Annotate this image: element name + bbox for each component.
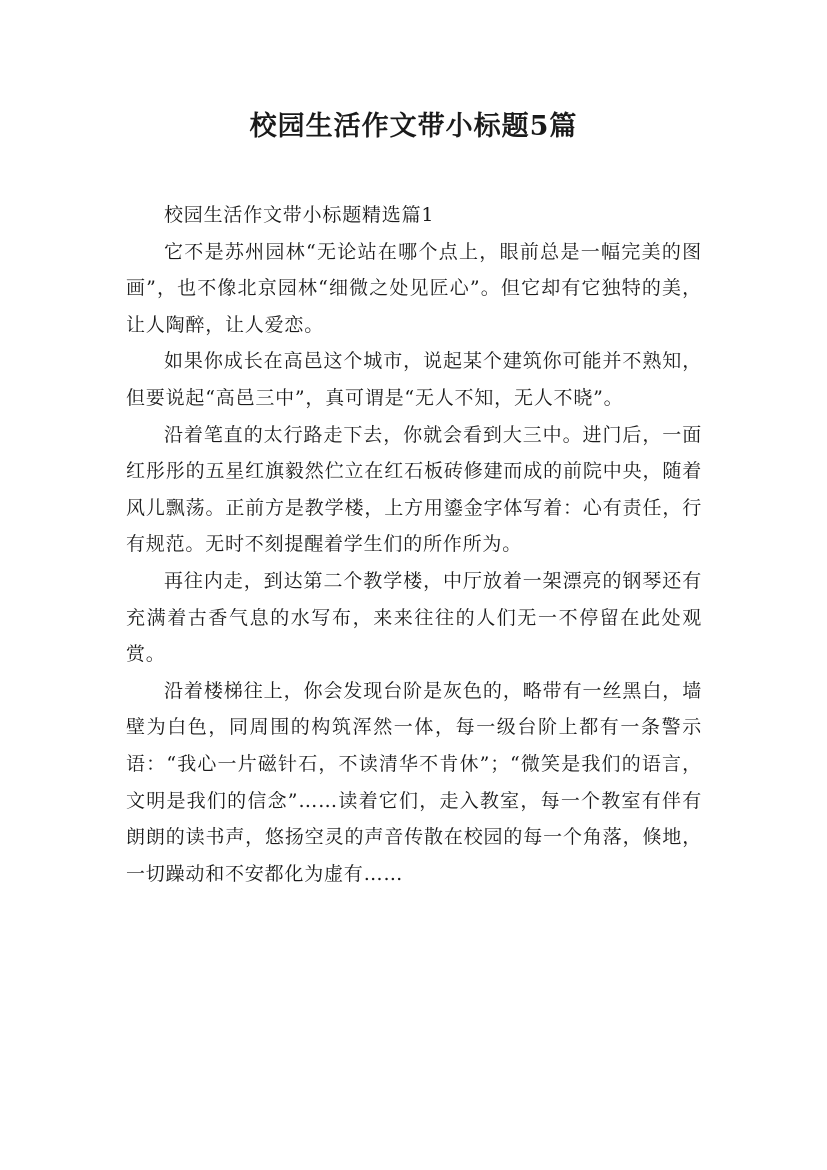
paragraph: 如果你成长在高邑这个城市，说起某个建筑你可能并不熟知，但要说起“高邑三中”，真可谓是“无人不知，无人不晓”。	[126, 350, 702, 409]
document-title: 校园生活作文带小标题5篇	[249, 111, 578, 142]
paragraph: 沿着楼梯往上，你会发现台阶是灰色的，略带有一丝黑白，墙壁为白色，同周围的构筑浑然一体，每一级台阶上都有一条警示语：“我心一片磁针石，不读清华不肯休”；“微笑是我们的语言，文明是我们的信念”……读着它们，走入教室，每一个教室有伴有朗朗的读书声，悠扬空灵的声音传散在校园的每一个角落，倏地，一切躁动和不安都化为虚有……	[126, 679, 702, 885]
section-heading: 校园生活作文带小标题精选篇1	[164, 204, 435, 226]
paragraph: 再往内走，到达第二个教学楼，中厅放着一架漂亮的钢琴还有充满着古香气息的水写布，来来往往的人们无一不停留在此处观赏。	[126, 569, 702, 666]
document-body	[126, 197, 702, 892]
paragraph: 它不是苏州园林“无论站在哪个点上，眼前总是一幅完美的图画”，也不像北京园林“细微之处见匠心”。但它却有它独特的美，让人陶醉，让人爱恋。	[126, 240, 702, 336]
paragraph: 沿着笔直的太行路走下去，你就会看到大三中。进门后，一面红彤彤的五星红旗毅然伫立在红石板砖修建而成的前院中央，随着风儿飘荡。正前方是教学楼，上方用鎏金字体写着：心有责任，行有规范。无时不刻提醒着学生们的所作所为。	[126, 423, 702, 556]
